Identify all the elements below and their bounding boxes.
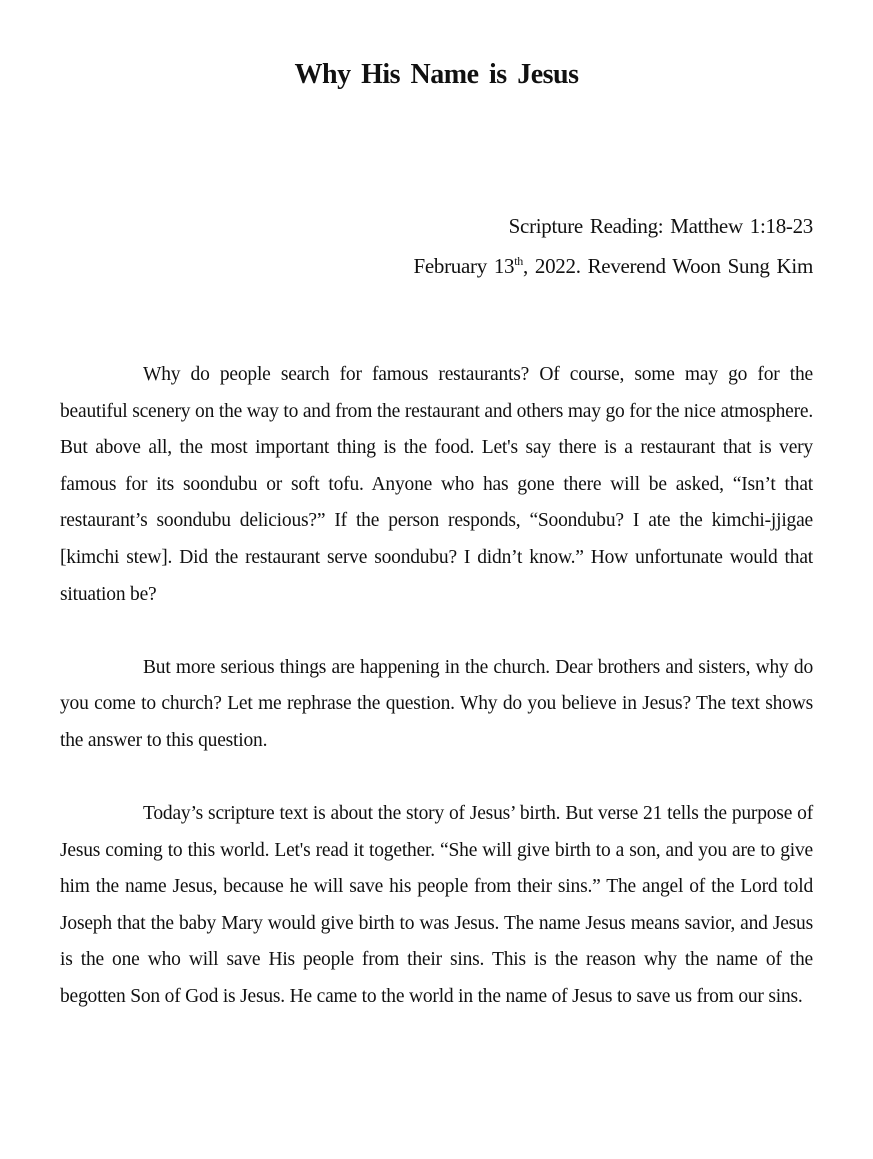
date-author-line xyxy=(414,246,814,286)
sermon-body xyxy=(60,357,813,1052)
document-title: Why His Name is Jesus xyxy=(294,59,579,90)
date-ordinal-suffix: th xyxy=(514,254,523,268)
date-author-rest: , 2022. Reverend Woon Sung Kim xyxy=(523,254,813,278)
scripture-reading: Scripture Reading: Matthew 1:18-23 xyxy=(508,214,813,238)
paragraph-2: But more serious things are happening in the church. Dear brothers and sisters, why do you come to church? Let me rephrase the question. Why do you believe in Jesus? The text shows the answer to this question. xyxy=(60,656,813,751)
date-prefix: February 13 xyxy=(413,254,515,278)
paragraph-1: Why do people search for famous restaurants? Of course, some may go for the beautiful scenery on the way to and from the restaurant and others may go for the nice atmosphere. But above all, the most important thing is the food. Let's say there is a restaurant that is very famous for its soondubu or soft tofu. Anyone who has gone there will be asked, “Isn’t that restaurant’s soondubu delicious?” If the person responds, “Soondubu? I ate the kimchi-jjigae [kimchi stew]. Did the restaurant serve soondubu? I didn’t know.” How unfortunate would that situation be? xyxy=(60,364,813,605)
paragraph-3: Today’s scripture text is about the story of Jesus’ birth. But verse 21 tells the purpose of Jesus coming to this world. Let's read it together. “She will give birth to a son, and you are to give him the name Jesus, because he will save his people from their sins.” The angel of the Lord told Joseph that the baby Mary would give birth to was Jesus. The name Jesus means savior, and Jesus is the one who will save His people from their sins. This is the reason why the name of the begotten Son of God is Jesus. He came to the world in the name of Jesus to save us from our sins. xyxy=(60,802,813,1007)
sermon-meta xyxy=(414,206,814,286)
